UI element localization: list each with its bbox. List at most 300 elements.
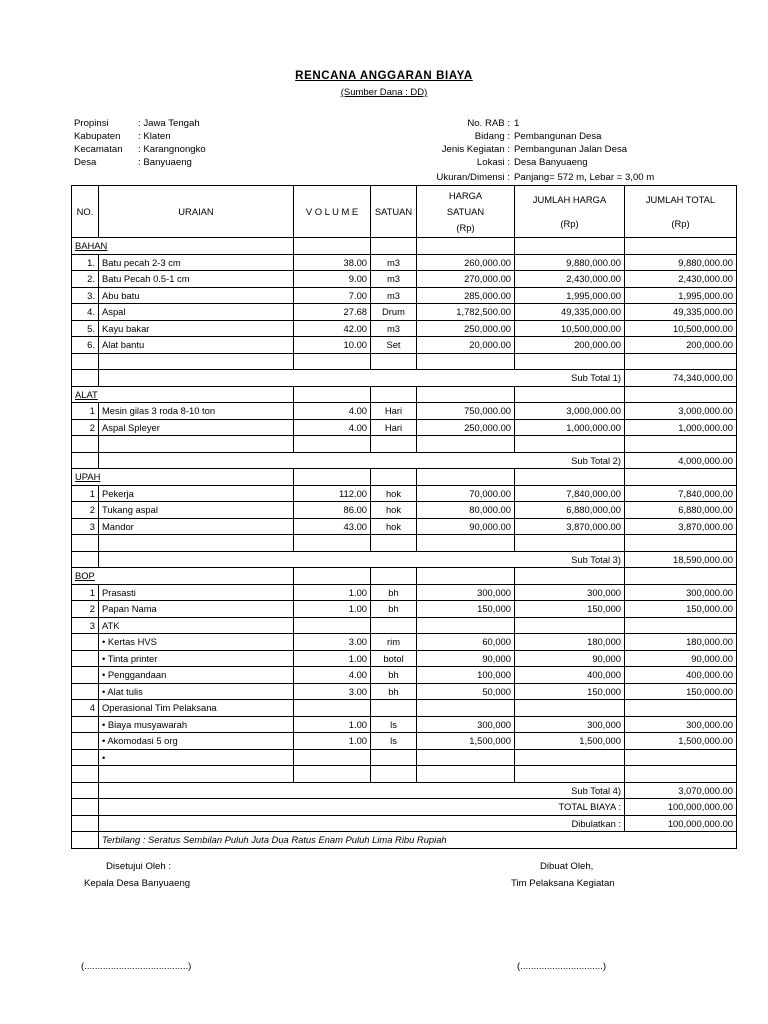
empty-cell	[371, 469, 417, 486]
cell-uraian: ATK	[99, 617, 294, 634]
cell-jumlah-harga: 1,995,000.00	[515, 287, 625, 304]
cell-volume: 7.00	[294, 287, 371, 304]
cell-jumlah-harga: 180,000	[515, 634, 625, 651]
cell-harga: 150,000	[417, 601, 515, 618]
cell-no: 3	[72, 518, 99, 535]
table-row	[72, 700, 737, 717]
empty-cell	[72, 370, 99, 387]
cell-satuan: rim	[371, 634, 417, 651]
subtotal-value: 3,070,000.00	[625, 782, 737, 799]
table-row	[72, 320, 737, 337]
table-row	[72, 601, 737, 618]
table-row	[72, 337, 737, 354]
empty-cell	[417, 535, 515, 552]
table-row	[72, 271, 737, 288]
cell-jumlah-total: 1,000,000.00	[625, 419, 737, 436]
cell-harga: 260,000.00	[417, 254, 515, 271]
empty-cell	[294, 386, 371, 403]
cell-jumlah-total: 2,430,000.00	[625, 271, 737, 288]
empty-cell	[417, 469, 515, 486]
cell-jumlah-harga	[515, 749, 625, 766]
cell-volume: 1.00	[294, 716, 371, 733]
cell-satuan: hok	[371, 485, 417, 502]
subtotal-value: 100,000,000.00	[625, 815, 737, 832]
section-label-text: BAHAN	[75, 240, 108, 252]
empty-cell	[515, 469, 625, 486]
cell-volume: 4.00	[294, 667, 371, 684]
cell-no	[72, 716, 99, 733]
cell-harga: 90,000.00	[417, 518, 515, 535]
table-row	[72, 617, 737, 634]
empty-cell	[72, 452, 99, 469]
cell-satuan: m3	[371, 287, 417, 304]
section-row	[72, 386, 737, 403]
empty-cell	[72, 535, 99, 552]
cell-volume: 3.00	[294, 634, 371, 651]
table-row	[72, 749, 737, 766]
empty-cell	[625, 436, 737, 453]
cell-uraian: • Akomodasi 5 org	[99, 733, 294, 750]
cell-no: 2.	[72, 271, 99, 288]
info-value: Panjang= 572 m, Lebar = 3,00 m	[514, 172, 655, 183]
col-header-jumlah-total-unit: (Rp)	[671, 217, 690, 229]
empty-cell	[99, 535, 294, 552]
cell-satuan: Hari	[371, 403, 417, 420]
cell-jumlah-harga	[515, 617, 625, 634]
cell-jumlah-total: 10,500,000.00	[625, 320, 737, 337]
section-label	[72, 386, 294, 403]
cell-uraian: Kayu bakar	[99, 320, 294, 337]
empty-cell	[99, 436, 294, 453]
empty-cell	[515, 238, 625, 255]
info-label: Kecamatan	[74, 144, 123, 155]
cell-uraian: • Kertas HVS	[99, 634, 294, 651]
empty-cell	[515, 353, 625, 370]
cell-uraian: Abu batu	[99, 287, 294, 304]
subtotal-label: Sub Total 2)	[99, 452, 625, 469]
info-value: Pembangunan Jalan Desa	[514, 144, 628, 155]
table-row	[72, 733, 737, 750]
cell-no	[72, 667, 99, 684]
section-label-text: UPAH	[75, 471, 101, 483]
subtotal-row	[72, 551, 737, 568]
cell-volume	[294, 617, 371, 634]
cell-no	[72, 634, 99, 651]
empty-cell	[371, 386, 417, 403]
cell-jumlah-total: 300,000.00	[625, 584, 737, 601]
cell-jumlah-harga: 10,500,000.00	[515, 320, 625, 337]
col-header-uraian: URAIAN	[99, 186, 294, 238]
empty-cell	[371, 568, 417, 585]
cell-jumlah-harga: 1,000,000.00	[515, 419, 625, 436]
info-value: : Klaten	[138, 131, 171, 142]
table-row	[72, 634, 737, 651]
cell-harga: 100,000	[417, 667, 515, 684]
cell-satuan	[371, 749, 417, 766]
cell-volume: 38.00	[294, 254, 371, 271]
cell-jumlah-harga: 300,000	[515, 584, 625, 601]
info-label: Desa	[74, 157, 97, 168]
empty-cell	[417, 238, 515, 255]
terbilang-text: Terbilang : Seratus Sembilan Puluh Juta Dua Ratus Enam Puluh Lima Ribu Rupiah	[99, 832, 737, 849]
cell-volume: 4.00	[294, 403, 371, 420]
sign-right-name: (...............................)	[517, 961, 607, 972]
col-header-satuan: SATUAN	[371, 186, 417, 238]
cell-jumlah-total	[625, 749, 737, 766]
empty-cell	[72, 832, 99, 849]
cell-satuan: Set	[371, 337, 417, 354]
cell-harga: 20,000.00	[417, 337, 515, 354]
empty-cell	[294, 535, 371, 552]
empty-cell	[371, 238, 417, 255]
empty-cell	[294, 238, 371, 255]
cell-no: 1	[72, 485, 99, 502]
cell-volume	[294, 700, 371, 717]
cell-volume: 1.00	[294, 733, 371, 750]
table-row	[72, 304, 737, 321]
cell-satuan: hok	[371, 502, 417, 519]
col-header-volume: V O L U M E	[294, 186, 371, 238]
empty-cell	[625, 386, 737, 403]
cell-satuan: hok	[371, 518, 417, 535]
cell-volume: 1.00	[294, 650, 371, 667]
cell-uraian: Alat bantu	[99, 337, 294, 354]
table-header-row	[72, 186, 737, 238]
cell-volume: 1.00	[294, 584, 371, 601]
cell-uraian: Mesin gilas 3 roda 8-10 ton	[99, 403, 294, 420]
cell-no	[72, 733, 99, 750]
subtotal-value: 100,000,000.00	[625, 799, 737, 816]
cell-harga: 1,500,000	[417, 733, 515, 750]
subtotal-row	[72, 782, 737, 799]
cell-uraian: Mandor	[99, 518, 294, 535]
table-row	[72, 254, 737, 271]
cell-harga	[417, 749, 515, 766]
cell-jumlah-harga: 2,430,000.00	[515, 271, 625, 288]
table-row	[72, 287, 737, 304]
terbilang-row	[72, 832, 737, 849]
col-header-jumlah-total	[625, 186, 737, 238]
cell-jumlah-harga: 400,000	[515, 667, 625, 684]
table-row	[72, 584, 737, 601]
sign-left-name: (.......................................)	[81, 961, 192, 972]
section-label	[72, 238, 294, 255]
cell-satuan	[371, 700, 417, 717]
table-row	[72, 667, 737, 684]
cell-harga: 750,000.00	[417, 403, 515, 420]
section-row	[72, 469, 737, 486]
cell-jumlah-total: 1,500,000.00	[625, 733, 737, 750]
subtotal-row	[72, 799, 737, 816]
cell-satuan: m3	[371, 254, 417, 271]
cell-no: 2	[72, 601, 99, 618]
cell-jumlah-total: 150,000.00	[625, 601, 737, 618]
cell-jumlah-harga: 90,000	[515, 650, 625, 667]
cell-volume: 9.00	[294, 271, 371, 288]
cell-jumlah-harga: 7,840,000.00	[515, 485, 625, 502]
table-row	[72, 403, 737, 420]
empty-cell	[515, 436, 625, 453]
cell-no: 3.	[72, 287, 99, 304]
subtotal-row	[72, 815, 737, 832]
cell-volume: 27.68	[294, 304, 371, 321]
cell-jumlah-harga: 300,000	[515, 716, 625, 733]
cell-satuan	[371, 617, 417, 634]
empty-cell	[72, 551, 99, 568]
empty-cell	[417, 766, 515, 783]
table-row	[72, 683, 737, 700]
cell-volume: 86.00	[294, 502, 371, 519]
cell-satuan: ls	[371, 716, 417, 733]
empty-cell	[417, 436, 515, 453]
cell-volume: 112.00	[294, 485, 371, 502]
cell-no	[72, 650, 99, 667]
empty-cell	[72, 782, 99, 799]
cell-volume: 3.00	[294, 683, 371, 700]
info-label: Bidang :	[474, 131, 510, 142]
cell-satuan: Drum	[371, 304, 417, 321]
cell-harga: 1,782,500.00	[417, 304, 515, 321]
empty-cell	[72, 353, 99, 370]
subtotal-value: 74,340,000.00	[625, 370, 737, 387]
cell-jumlah-total: 200,000.00	[625, 337, 737, 354]
cell-jumlah-total: 150,000.00	[625, 683, 737, 700]
cell-uraian: Aspal	[99, 304, 294, 321]
cell-no: 4.	[72, 304, 99, 321]
info-label: Lokasi :	[476, 157, 510, 168]
empty-cell	[515, 568, 625, 585]
info-label: Propinsi	[74, 118, 109, 129]
cell-harga: 70,000.00	[417, 485, 515, 502]
cell-harga: 300,000	[417, 716, 515, 733]
info-label: Kabupaten	[74, 131, 121, 142]
cell-no: 1	[72, 403, 99, 420]
cell-jumlah-total: 3,870,000.00	[625, 518, 737, 535]
cell-jumlah-total: 9,880,000.00	[625, 254, 737, 271]
cell-satuan: Hari	[371, 419, 417, 436]
table-row	[72, 518, 737, 535]
blank-row	[72, 436, 737, 453]
cell-harga: 90,000	[417, 650, 515, 667]
blank-row	[72, 535, 737, 552]
cell-jumlah-harga: 3,000,000.00	[515, 403, 625, 420]
empty-cell	[99, 766, 294, 783]
col-header-no: NO.	[72, 186, 99, 238]
info-value: Desa Banyuaeng	[514, 157, 588, 168]
cell-no	[72, 749, 99, 766]
cell-volume: 42.00	[294, 320, 371, 337]
empty-cell	[294, 568, 371, 585]
cell-volume: 1.00	[294, 601, 371, 618]
cell-jumlah-harga: 150,000	[515, 683, 625, 700]
cell-uraian: Batu Pecah 0.5-1 cm	[99, 271, 294, 288]
cell-no: 4	[72, 700, 99, 717]
empty-cell	[371, 353, 417, 370]
cell-uraian: Batu pecah 2-3 cm	[99, 254, 294, 271]
empty-cell	[417, 386, 515, 403]
cell-uraian: • Alat tulis	[99, 683, 294, 700]
cell-harga: 250,000.00	[417, 320, 515, 337]
cell-uraian: Pekerja	[99, 485, 294, 502]
empty-cell	[72, 815, 99, 832]
cell-jumlah-harga: 6,880,000.00	[515, 502, 625, 519]
empty-cell	[99, 353, 294, 370]
section-row	[72, 238, 737, 255]
empty-cell	[515, 535, 625, 552]
cell-jumlah-total: 300,000.00	[625, 716, 737, 733]
info-label: Jenis Kegiatan :	[441, 144, 510, 155]
subtotal-label: Sub Total 1)	[99, 370, 625, 387]
cell-volume: 43.00	[294, 518, 371, 535]
empty-cell	[515, 386, 625, 403]
cell-harga: 80,000.00	[417, 502, 515, 519]
info-value: : Banyuaeng	[138, 157, 192, 168]
subtotal-label: Sub Total 3)	[99, 551, 625, 568]
table-row	[72, 419, 737, 436]
table-row	[72, 485, 737, 502]
subtotal-row	[72, 452, 737, 469]
table-row	[72, 650, 737, 667]
empty-cell	[625, 353, 737, 370]
cell-harga: 270,000.00	[417, 271, 515, 288]
info-value: : Jawa Tengah	[138, 118, 200, 129]
empty-cell	[417, 568, 515, 585]
col-header-jumlah-harga	[515, 186, 625, 238]
cell-jumlah-total: 7,840,000.00	[625, 485, 737, 502]
col-header-harga-unit: (Rp)	[456, 221, 475, 233]
sign-left-line2: Kepala Desa Banyuaeng	[84, 878, 191, 889]
cell-no: 1	[72, 584, 99, 601]
empty-cell	[72, 799, 99, 816]
cell-no: 6.	[72, 337, 99, 354]
empty-cell	[371, 436, 417, 453]
col-header-harga-line2: SATUAN	[446, 205, 485, 217]
col-header-harga	[417, 186, 515, 238]
cell-uraian: Papan Nama	[99, 601, 294, 618]
section-label	[72, 568, 294, 585]
cell-jumlah-harga	[515, 700, 625, 717]
cell-satuan: m3	[371, 320, 417, 337]
cell-volume	[294, 749, 371, 766]
blank-row	[72, 353, 737, 370]
col-header-jumlah-harga-label: JUMLAH HARGA	[532, 193, 607, 205]
cell-satuan: bh	[371, 683, 417, 700]
cell-uraian: • Biaya musyawarah	[99, 716, 294, 733]
cell-jumlah-harga: 150,000	[515, 601, 625, 618]
empty-cell	[625, 535, 737, 552]
cell-jumlah-total: 3,000,000.00	[625, 403, 737, 420]
cell-jumlah-total: 180,000.00	[625, 634, 737, 651]
empty-cell	[625, 766, 737, 783]
cell-no	[72, 683, 99, 700]
col-header-harga-line1: HARGA	[448, 189, 483, 201]
empty-cell	[625, 469, 737, 486]
cell-satuan: m3	[371, 271, 417, 288]
info-value: 1	[514, 118, 520, 129]
cell-uraian: Aspal Spleyer	[99, 419, 294, 436]
cell-volume: 10.00	[294, 337, 371, 354]
col-header-jumlah-harga-unit: (Rp)	[560, 217, 579, 229]
empty-cell	[371, 766, 417, 783]
cell-harga: 60,000	[417, 634, 515, 651]
cell-jumlah-harga: 9,880,000.00	[515, 254, 625, 271]
empty-cell	[515, 766, 625, 783]
cell-jumlah-total: 90,000.00	[625, 650, 737, 667]
cell-satuan: bh	[371, 584, 417, 601]
subtotal-row	[72, 370, 737, 387]
empty-cell	[294, 766, 371, 783]
cell-volume: 4.00	[294, 419, 371, 436]
subtotal-label: Sub Total 4)	[99, 782, 625, 799]
cell-no: 2	[72, 419, 99, 436]
section-label-text: BOP	[75, 570, 95, 582]
cell-harga: 300,000	[417, 584, 515, 601]
cell-jumlah-total: 49,335,000.00	[625, 304, 737, 321]
cell-jumlah-total: 6,880,000.00	[625, 502, 737, 519]
subtotal-value: 18,590,000.00	[625, 551, 737, 568]
cell-harga: 50,000	[417, 683, 515, 700]
empty-cell	[625, 238, 737, 255]
empty-cell	[417, 353, 515, 370]
cell-uraian: •	[99, 749, 294, 766]
cell-harga: 285,000.00	[417, 287, 515, 304]
cell-no: 3	[72, 617, 99, 634]
cell-satuan: bh	[371, 601, 417, 618]
subtotal-label: TOTAL BIAYA :	[99, 799, 625, 816]
cell-jumlah-harga: 49,335,000.00	[515, 304, 625, 321]
empty-cell	[294, 436, 371, 453]
sign-right-line1: Dibuat Oleh,	[540, 861, 594, 872]
col-header-jumlah-total-label: JUMLAH TOTAL	[645, 193, 716, 205]
section-label-text: ALAT	[75, 388, 98, 400]
empty-cell	[294, 469, 371, 486]
cell-no: 1.	[72, 254, 99, 271]
sign-left-line1: Disetujui Oleh :	[106, 861, 172, 872]
cell-uraian: Prasasti	[99, 584, 294, 601]
cell-uraian: Operasional Tim Pelaksana	[99, 700, 294, 717]
document-subtitle: (Sumber Dana : DD)	[340, 87, 428, 98]
info-value: Pembangunan Desa	[514, 131, 602, 142]
blank-row	[72, 766, 737, 783]
table-row	[72, 502, 737, 519]
cell-jumlah-harga: 200,000.00	[515, 337, 625, 354]
cell-jumlah-total: 400,000.00	[625, 667, 737, 684]
subtotal-value: 4,000,000.00	[625, 452, 737, 469]
cell-no: 5.	[72, 320, 99, 337]
cell-harga	[417, 617, 515, 634]
cell-harga	[417, 700, 515, 717]
info-label: Ukuran/Dimensi :	[436, 172, 510, 183]
cell-jumlah-total: 1,995,000.00	[625, 287, 737, 304]
subtotal-label: Dibulatkan :	[99, 815, 625, 832]
cell-satuan: ls	[371, 733, 417, 750]
section-label	[72, 469, 294, 486]
info-value: : Karangnongko	[138, 144, 206, 155]
cell-jumlah-total	[625, 617, 737, 634]
empty-cell	[625, 568, 737, 585]
empty-cell	[294, 353, 371, 370]
empty-cell	[371, 535, 417, 552]
cell-no: 2	[72, 502, 99, 519]
cell-uraian: • Tinta printer	[99, 650, 294, 667]
info-label: No. RAB :	[467, 118, 510, 129]
section-row	[72, 568, 737, 585]
cell-jumlah-total	[625, 700, 737, 717]
empty-cell	[72, 766, 99, 783]
document-title: RENCANA ANGGARAN BIAYA	[295, 70, 473, 82]
cell-uraian: Tukang aspal	[99, 502, 294, 519]
cell-harga: 250,000.00	[417, 419, 515, 436]
